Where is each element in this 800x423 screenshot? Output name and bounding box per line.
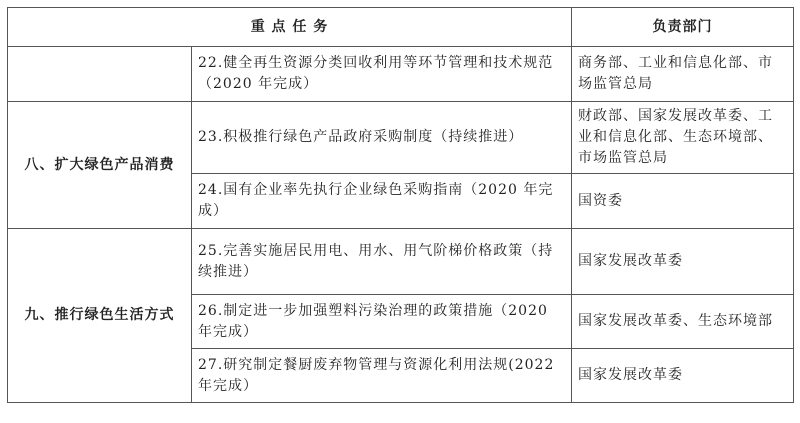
- category-cell: 八、扩大绿色产品消费: [8, 102, 192, 229]
- table-row: [8, 47, 794, 102]
- department-cell: 国家发展改革委: [572, 229, 794, 295]
- task-cell: 26.制定进一步加强塑料污染治理的政策措施（2020 年完成）: [192, 295, 572, 349]
- category-cell: 九、推行绿色生活方式: [8, 229, 192, 403]
- category-cell: [8, 47, 192, 102]
- task-cell: 24.国有企业率先执行企业绿色采购指南（2020 年完成）: [192, 174, 572, 229]
- header-responsible-department: 负责部门: [572, 8, 794, 47]
- policy-table: [7, 7, 794, 403]
- department-cell: 国资委: [572, 174, 794, 229]
- department-cell: 商务部、工业和信息化部、市场监管总局: [572, 47, 794, 102]
- header-row: [8, 8, 794, 47]
- department-cell: 国家发展改革委: [572, 349, 794, 403]
- table-row: [8, 102, 794, 174]
- table-row: [8, 229, 794, 295]
- department-cell: 财政部、国家发展改革委、工业和信息化部、生态环境部、市场监管总局: [572, 102, 794, 174]
- task-cell: 22.健全再生资源分类回收利用等环节管理和技术规范（2020 年完成）: [192, 47, 572, 102]
- header-key-tasks: 重 点 任 务: [8, 8, 572, 47]
- task-cell: 27.研究制定餐厨废弃物管理与资源化利用法规(2022 年完成）: [192, 349, 572, 403]
- task-cell: 25.完善实施居民用电、用水、用气阶梯价格政策（持续推进）: [192, 229, 572, 295]
- task-cell: 23.积极推行绿色产品政府采购制度（持续推进）: [192, 102, 572, 174]
- department-cell: 国家发展改革委、生态环境部: [572, 295, 794, 349]
